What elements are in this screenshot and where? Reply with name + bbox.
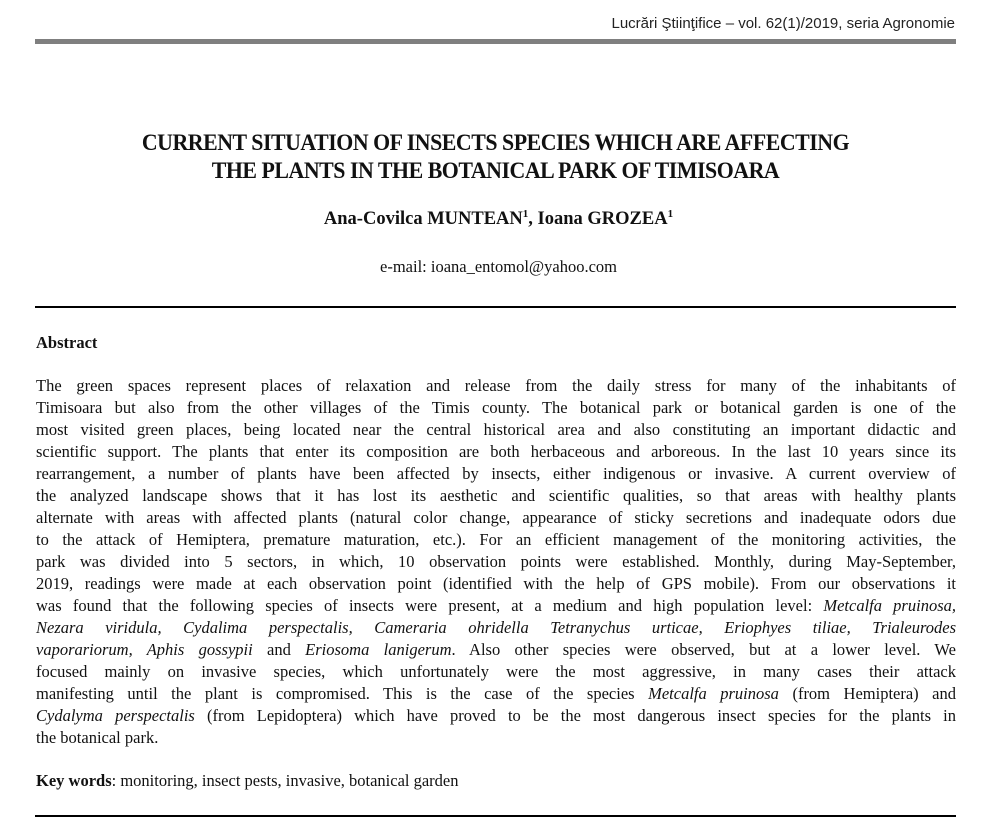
section-rule-bottom: [35, 815, 956, 817]
title-line-2: THE PLANTS IN THE BOTANICAL PARK OF TIMISOARA: [211, 158, 780, 184]
abstract-heading: Abstract: [36, 333, 98, 352]
abstract-line: [36, 639, 956, 661]
species-name: vaporariorum, Aphis gossypii: [36, 640, 253, 659]
abstract-line: [36, 419, 956, 441]
abstract-line: [36, 661, 956, 683]
abstract-line: [36, 441, 956, 463]
running-header: Lucrări Ştiinţifice – vol. 62(1)/2019, seria Agronomie: [611, 15, 955, 32]
abstract-text: (from Hemiptera) and: [778, 684, 957, 703]
abstract-line: [36, 551, 956, 573]
abstract-text: Timisoara but also from the other villages of the Timis county. The botanical park or botanical garden is one of the: [36, 398, 956, 417]
authors: [0, 208, 997, 230]
title-line-1: CURRENT SITUATION OF INSECTS SPECIES WHICH ARE AFFECTING: [141, 130, 850, 156]
abstract-text: 2019, readings were made at each observation point (identified with the help of GPS mobile). From our observations it: [36, 574, 956, 593]
abstract-text: and: [252, 640, 306, 659]
abstract-body: [36, 375, 956, 749]
abstract-text: most visited green places, being located near the central historical area and also constituting an important didactic and: [36, 420, 956, 439]
abstract-text: (from Lepidoptera) which have proved to be the most dangerous insect species for the plants in: [194, 706, 957, 725]
abstract-text: . Also other species were observed, but at a lower level. We: [451, 640, 956, 659]
abstract-line: [36, 573, 956, 595]
abstract-line: [36, 595, 956, 617]
abstract-line: [36, 375, 956, 397]
keywords: [36, 771, 459, 791]
abstract-line: [36, 397, 956, 419]
abstract-text: was found that the following species of insects were present, at a medium and high population level:: [36, 596, 824, 615]
abstract-text: park was divided into 5 sectors, in which, 10 observation points were established. Monthly, during May-September,: [36, 552, 956, 571]
abstract-line: [36, 617, 956, 639]
abstract-text: manifesting until the plant is compromised. This is the case of the species: [36, 684, 649, 703]
abstract-text: scientific support. The plants that enter its composition are both herbaceous and arboreous. In the last 10 years since its: [36, 442, 956, 461]
abstract-line: [36, 507, 956, 529]
abstract-text: the analyzed landscape shows that it has lost its aesthetic and scientific qualities, so that areas with healthy plants: [36, 486, 956, 505]
author-affiliation: 1: [522, 208, 529, 220]
species-name: Eriosoma lanigerum: [305, 640, 452, 659]
author-name: Ioana GROZEA: [537, 209, 668, 229]
abstract-line: [36, 463, 956, 485]
species-name: Metcalfa pruinosa: [648, 684, 779, 703]
abstract-line: [36, 485, 956, 507]
abstract-text: focused mainly on invasive species, which unfortunately were the most aggressive, in many cases their attack: [36, 662, 956, 681]
abstract-text: alternate with areas with affected plants (natural color change, appearance of sticky secretions and inadequate odors due: [36, 508, 956, 527]
abstract-text: The green spaces represent places of relaxation and release from the daily stress for many of the inhabitants of: [36, 376, 956, 395]
abstract-line: [36, 683, 956, 705]
header-rule: [35, 39, 956, 44]
author-name: Ana-Covilca MUNTEAN: [323, 209, 523, 229]
abstract-text: to the attack of Hemiptera, premature maturation, etc.). For an efficient management of the monitoring activities, the: [36, 530, 956, 549]
abstract-line: [36, 705, 956, 727]
section-rule-top: [35, 306, 956, 308]
abstract-text: the botanical park.: [36, 728, 159, 747]
abstract-line: [36, 529, 956, 551]
species-name: Metcalfa pruinosa,: [823, 596, 956, 615]
species-name: Cydalyma perspectalis: [36, 706, 195, 725]
author-affiliation: 1: [667, 208, 674, 220]
keywords-label: Key words: [36, 771, 112, 790]
paper-title: [63, 129, 929, 185]
author-separator: ,: [528, 209, 538, 229]
abstract-text: rearrangement, a number of plants have been affected by insects, either indigenous or invasive. A current overview of: [36, 464, 956, 483]
species-name: Nezara viridula, Cydalima perspectalis, Cameraria ohridella Tetranychus urticae, Eriophyes tiliae, Trialeurodes: [36, 618, 956, 637]
email: e-mail: ioana_entomol@yahoo.com: [380, 257, 617, 276]
keywords-text: : monitoring, insect pests, invasive, botanical garden: [111, 771, 459, 790]
abstract-line: [36, 727, 956, 749]
